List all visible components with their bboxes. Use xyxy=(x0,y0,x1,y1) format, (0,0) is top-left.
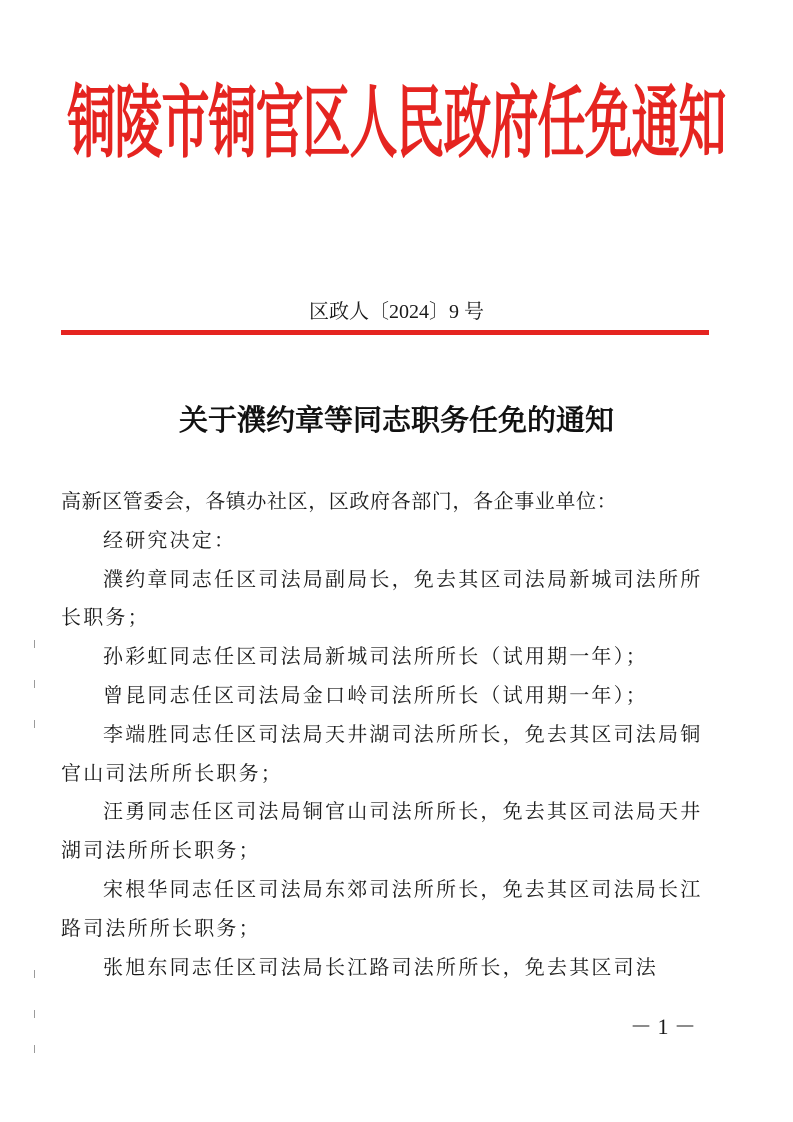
masthead-title: 铜陵市铜官区人民政府任免通知 xyxy=(67,77,726,170)
page-number: － 1 － xyxy=(630,1014,697,1039)
paragraph: 张旭东同志任区司法局长江路司法所所长，免去其区司法 xyxy=(103,954,658,979)
document-number: 区政人〔2024〕9 号 xyxy=(309,301,484,323)
paragraph: 宋根华同志任区司法局东郊司法所所长，免去其区司法局长江路司法所所长职务； xyxy=(61,876,703,940)
paragraph: 经研究决定： xyxy=(103,527,237,552)
binding-marks xyxy=(34,640,36,1060)
paragraph: 孙彩虹同志任区司法局新城司法所所长（试用期一年）； xyxy=(103,644,648,669)
addressee-line: 高新区管委会，各镇办社区，区政府各部门，各企事业单位： xyxy=(61,489,618,513)
paragraph: 汪勇同志任区司法局铜官山司法所所长，免去其区司法局天井湖司法所所长职务； xyxy=(61,799,703,863)
notice-body xyxy=(61,482,711,986)
notice-title: 关于濮约章等同志职务任免的通知 xyxy=(178,403,614,437)
red-divider xyxy=(61,330,709,335)
paragraph: 李端胜同志任区司法局天井湖司法所所长，免去其区司法局铜官山司法所所长职务； xyxy=(61,721,703,785)
paragraph: 曾昆同志任区司法局金口岭司法所所长（试用期一年）； xyxy=(103,682,648,707)
paragraph: 濮约章同志任区司法局副局长，免去其区司法局新城司法所所长职务； xyxy=(61,566,703,630)
